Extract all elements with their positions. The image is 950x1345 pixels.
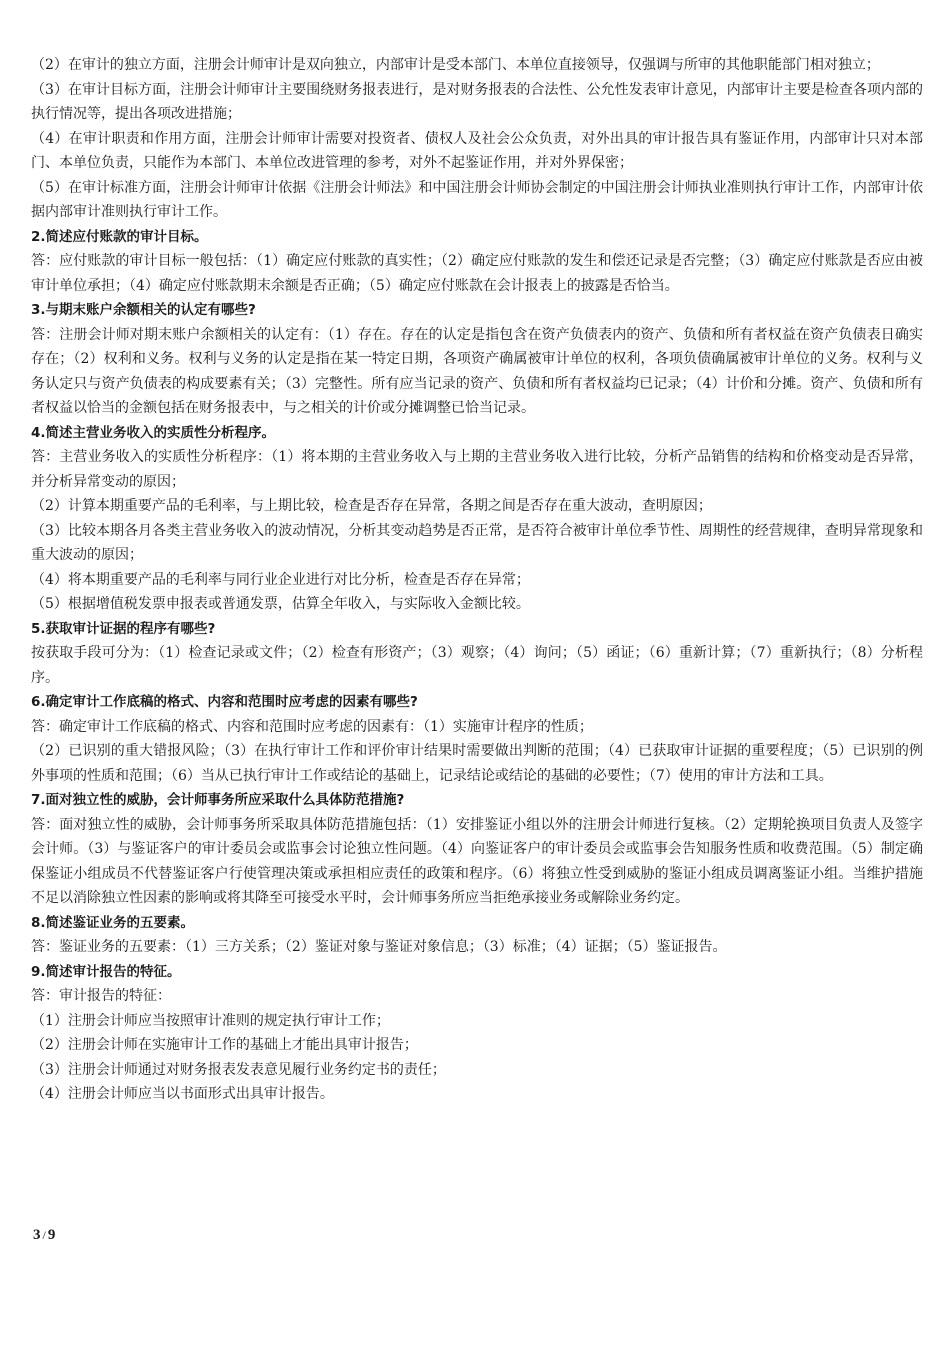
answer-7-paragraph: 答：面对独立性的威胁，会计师事务所采取具体防范措施包括：（1）安排鉴证小组以外的注册会计师进行复核。（2）定期轮换项目负责人及签字会计师。（3）与鉴证客户的审计委员会或监事会讨论独立性问题。（4）向鉴证客户的审计委员会或监事会告知服务性质和收费范围。（5）制定确保鉴证小组成员不代替鉴证客户行使管理决策或承担相应责任的政策和程序。（6）将独立性受到威胁的鉴证小组成员调离鉴证小组。当维护措施不足以消除独立性因素的影响或将其降至可接受水平时，会计师事务所应当拒绝承接业务或解除业务约定。 — [31, 816, 923, 906]
answer-9-paragraph-3: （2）注册会计师在实施审计工作的基础上才能出具审计报告； — [31, 1037, 418, 1053]
page-current: 3 — [33, 1227, 42, 1243]
answer-9-paragraph-5: （4）注册会计师应当以书面形式出具审计报告。 — [31, 1086, 334, 1102]
page-number — [33, 1227, 56, 1244]
answer-4-paragraph-1: 答：主营业务收入的实质性分析程序：（1）将本期的主营业务收入与上期的主营业务收入进行比较，分析产品销售的结构和价格变动是否异常，并分析异常变动的原因； — [31, 449, 923, 490]
answer-4-paragraph-2: （2）计算本期重要产品的毛利率，与上期比较，检查是否存在异常，各期之间是否存在重大波动，查明原因； — [31, 498, 712, 514]
answer-9-paragraph-1: 答：审计报告的特征： — [31, 988, 171, 1004]
answer-4-paragraph-5: （5）根据增值税发票申报表或普通发票，估算全年收入，与实际收入金额比较。 — [31, 596, 530, 612]
intro-paragraph-5: （5）在审计标准方面，注册会计师审计依据《注册会计师法》和中国注册会计师协会制定的中国注册会计师执业准则执行审计工作，内部审计依据内部审计准则执行审计工作。 — [31, 179, 923, 220]
question-5-heading: 5.获取审计证据的程序有哪些? — [31, 620, 216, 637]
answer-3-paragraph: 答：注册会计师对期末账户余额相关的认定有：（1）存在。存在的认定是指包含在资产负债表内的资产、负债和所有者权益在资产负债表日确实存在；（2）权利和义务。权利与义务的认定是指在某一特定日期，各项资产确属被审计单位的权利，各项负债确属被审计单位的义务。权利与义务认定只与资产负债表的构成要素有关；（3）完整性。所有应当记录的资产、负债和所有者权益均已记录；（4）计价和分摊。资产、负债和所有者权益以恰当的金额包括在财务报表中，与之相关的计价或分摊调整已恰当记录。 — [31, 326, 923, 416]
question-7-heading: 7.面对独立性的威胁，会计师事务所应采取什么具体防范措施? — [31, 792, 405, 808]
intro-paragraph-4: （4）在审计职责和作用方面，注册会计师审计需要对投资者、债权人及社会公众负责，对外出具的审计报告具有鉴证作用，内部审计只对本部门、本单位负责，只能作为本部门、本单位改进管理的参考，对外不起鉴证作用，并对外界保密； — [31, 130, 923, 171]
question-4-heading: 4.简述主营业务收入的实质性分析程序。 — [31, 424, 276, 441]
answer-5-paragraph: 按获取手段可分为：（1）检查记录或文件；（2）检查有形资产；（3）观察；（4）询问；（5）函证；（6）重新计算；（7）重新执行；（8）分析程序。 — [31, 645, 923, 686]
document-body — [31, 53, 923, 1107]
answer-2-paragraph: 答：应付账款的审计目标一般包括：（1）确定应付账款的真实性；（2）确定应付账款的发生和偿还记录是否完整；（3）确定应付账款是否应由被审计单位承担；（4）确定应付账款期末余额是否正确；（5）确定应付账款在会计报表上的披露是否恰当。 — [31, 253, 923, 294]
question-2-heading: 2.简述应付账款的审计目标。 — [31, 228, 208, 245]
answer-9-paragraph-2: （1）注册会计师应当按照审计准则的规定执行审计工作； — [31, 1012, 390, 1029]
answer-4-paragraph-4: （4）将本期重要产品的毛利率与同行业企业进行对比分析，检查是否存在异常； — [31, 571, 530, 588]
question-9-heading: 9.简述审计报告的特征。 — [31, 963, 181, 980]
question-3-heading: 3.与期末账户余额相关的认定有哪些? — [31, 302, 256, 318]
question-8-heading: 8.简述鉴证业务的五要素。 — [31, 914, 195, 931]
answer-6-paragraph-2: （2）已识别的重大错报风险；（3）在执行审计工作和评价审计结果时需要做出判断的范围；（4）已获取审计证据的重要程度；（5）已识别的例外事项的性质和范围；（6）当从已执行审计工作或结论的基础上，记录结论或结论的基础的必要性；（7）使用的审计方法和工具。 — [31, 743, 923, 784]
answer-8-paragraph: 答：鉴证业务的五要素：（1）三方关系；（2）鉴证对象与鉴证对象信息；（3）标准；（4）证据；（5）鉴证报告。 — [31, 939, 727, 955]
intro-paragraph-2: （2）在审计的独立方面，注册会计师审计是双向独立，内部审计是受本部门、本单位直接领导，仅强调与所审的其他职能部门相对独立； — [31, 57, 880, 73]
answer-6-paragraph-1: 答：确定审计工作底稿的格式、内容和范围时应考虑的因素有：（1）实施审计程序的性质； — [31, 718, 593, 735]
page-total: 9 — [47, 1227, 57, 1243]
question-6-heading: 6.确定审计工作底稿的格式、内容和范围时应考虑的因素有哪些? — [31, 694, 418, 710]
answer-4-paragraph-3: （3）比较本期各月各类主营业务收入的波动情况，分析其变动趋势是否正常，是否符合被审计单位季节性、周期性的经营规律，查明异常现象和重大波动的原因； — [31, 522, 923, 563]
answer-9-paragraph-4: （3）注册会计师通过对财务报表发表意见履行业务约定书的责任； — [31, 1061, 446, 1078]
intro-paragraph-3: （3）在审计目标方面，注册会计师审计主要围绕财务报表进行，是对财务报表的合法性、公允性发表审计意见，内部审计主要是检查各项内部的执行情况等，提出各项改进措施； — [31, 81, 923, 122]
page-separator: / — [42, 1228, 47, 1242]
